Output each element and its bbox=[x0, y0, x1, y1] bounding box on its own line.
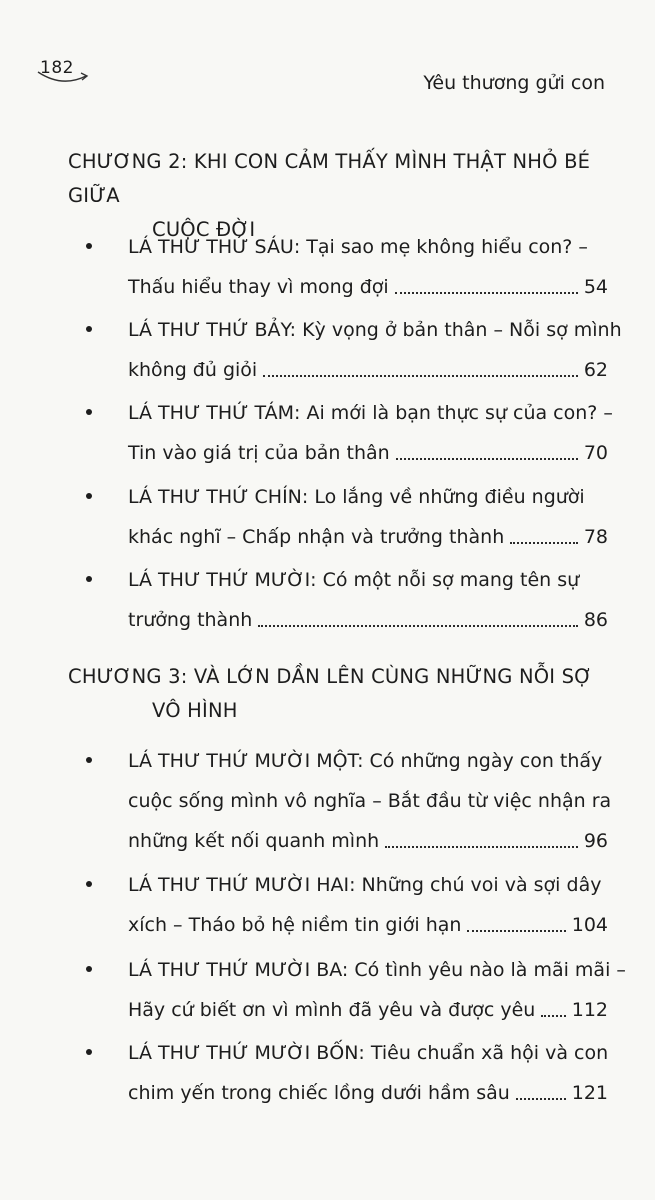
bullet-icon bbox=[86, 576, 92, 582]
entry-title: LÁ THƯ THỨ BẢY: Kỳ vọng ở bản thân – Nỗi sợ mình bbox=[128, 319, 622, 341]
entry-page-number: 70 bbox=[583, 442, 608, 464]
entry-title: LÁ THƯ THỨ SÁU: Tại sao mẹ không hiểu con? – bbox=[128, 236, 588, 258]
page-number-swoosh-icon bbox=[36, 66, 92, 90]
bullet-icon bbox=[86, 326, 92, 332]
entry-page-number: 54 bbox=[583, 276, 608, 298]
dot-leader bbox=[385, 845, 578, 848]
entry-title: LÁ THƯ THỨ MƯỜI HAI: Những chú voi và sợi dây bbox=[128, 874, 602, 896]
entry-subtitle: chim yến trong chiếc lồng dưới hầm sâu bbox=[128, 1082, 510, 1104]
bullet-icon bbox=[86, 243, 92, 249]
dot-leader bbox=[263, 374, 578, 377]
chapter-heading bbox=[68, 660, 628, 728]
entry-page-number: 112 bbox=[571, 999, 608, 1021]
entry-page-number: 86 bbox=[583, 609, 608, 631]
dot-leader bbox=[258, 624, 578, 627]
entry-subtitle: không đủ giỏi bbox=[128, 359, 258, 381]
entry-title: LÁ THƯ THỨ MƯỜI MỘT: Có những ngày con thấy bbox=[128, 750, 603, 772]
entry-page-number: 96 bbox=[583, 830, 608, 852]
bullet-icon bbox=[86, 881, 92, 887]
dot-leader bbox=[541, 1014, 565, 1017]
entry-title: LÁ THƯ THỨ CHÍN: Lo lắng về những điều người bbox=[128, 486, 585, 508]
entry-subtitle: xích – Tháo bỏ hệ niềm tin giới hạn bbox=[128, 914, 462, 936]
dot-leader bbox=[395, 291, 578, 294]
chapter-heading-line2: VÔ HÌNH bbox=[152, 699, 238, 722]
dot-leader bbox=[510, 541, 578, 544]
entry-subtitle-continued: những kết nối quanh mình bbox=[128, 830, 380, 852]
chapter-heading-line2: CUỘC ĐỜI bbox=[152, 218, 256, 241]
entry-subtitle: cuộc sống mình vô nghĩa – Bắt đầu từ việc nhận ra bbox=[128, 790, 612, 812]
dot-leader bbox=[467, 929, 565, 932]
entry-subtitle: khác nghĩ – Chấp nhận và trưởng thành bbox=[128, 526, 505, 548]
entry-subtitle: Hãy cứ biết ơn vì mình đã yêu và được yêu bbox=[128, 999, 536, 1021]
entry-title: LÁ THƯ THỨ MƯỜI BA: Có tình yêu nào là mãi mãi – bbox=[128, 959, 626, 981]
entry-page-number: 121 bbox=[571, 1082, 608, 1104]
entry-subtitle: trưởng thành bbox=[128, 609, 253, 631]
entry-page-number: 104 bbox=[571, 914, 608, 936]
running-header: Yêu thương gửi con bbox=[423, 72, 605, 94]
entry-page-number: 78 bbox=[583, 526, 608, 548]
chapter-heading-line1: CHƯƠNG 3: VÀ LỚN DẦN LÊN CÙNG NHỮNG NỖI SỢ bbox=[68, 665, 593, 688]
entry-title: LÁ THƯ THỨ MƯỜI BỐN: Tiêu chuẩn xã hội và con bbox=[128, 1042, 609, 1064]
chapter-heading-line1: CHƯƠNG 2: KHI CON CẢM THẤY MÌNH THẬT NHỎ BÉ GIỮA bbox=[68, 150, 591, 207]
entry-subtitle: Tin vào giá trị của bản thân bbox=[128, 442, 390, 464]
bullet-icon bbox=[86, 409, 92, 415]
entry-subtitle: Thấu hiểu thay vì mong đợi bbox=[128, 276, 389, 298]
dot-leader bbox=[516, 1097, 566, 1100]
entry-title: LÁ THƯ THỨ MƯỜI: Có một nỗi sợ mang tên sự bbox=[128, 569, 580, 591]
bullet-icon bbox=[86, 757, 92, 763]
page-number: 182 bbox=[40, 58, 74, 78]
entry-page-number: 62 bbox=[583, 359, 608, 381]
bullet-icon bbox=[86, 966, 92, 972]
bullet-icon bbox=[86, 493, 92, 499]
entry-title: LÁ THƯ THỨ TÁM: Ai mới là bạn thực sự của con? – bbox=[128, 402, 613, 424]
bullet-icon bbox=[86, 1049, 92, 1055]
dot-leader bbox=[396, 457, 578, 460]
